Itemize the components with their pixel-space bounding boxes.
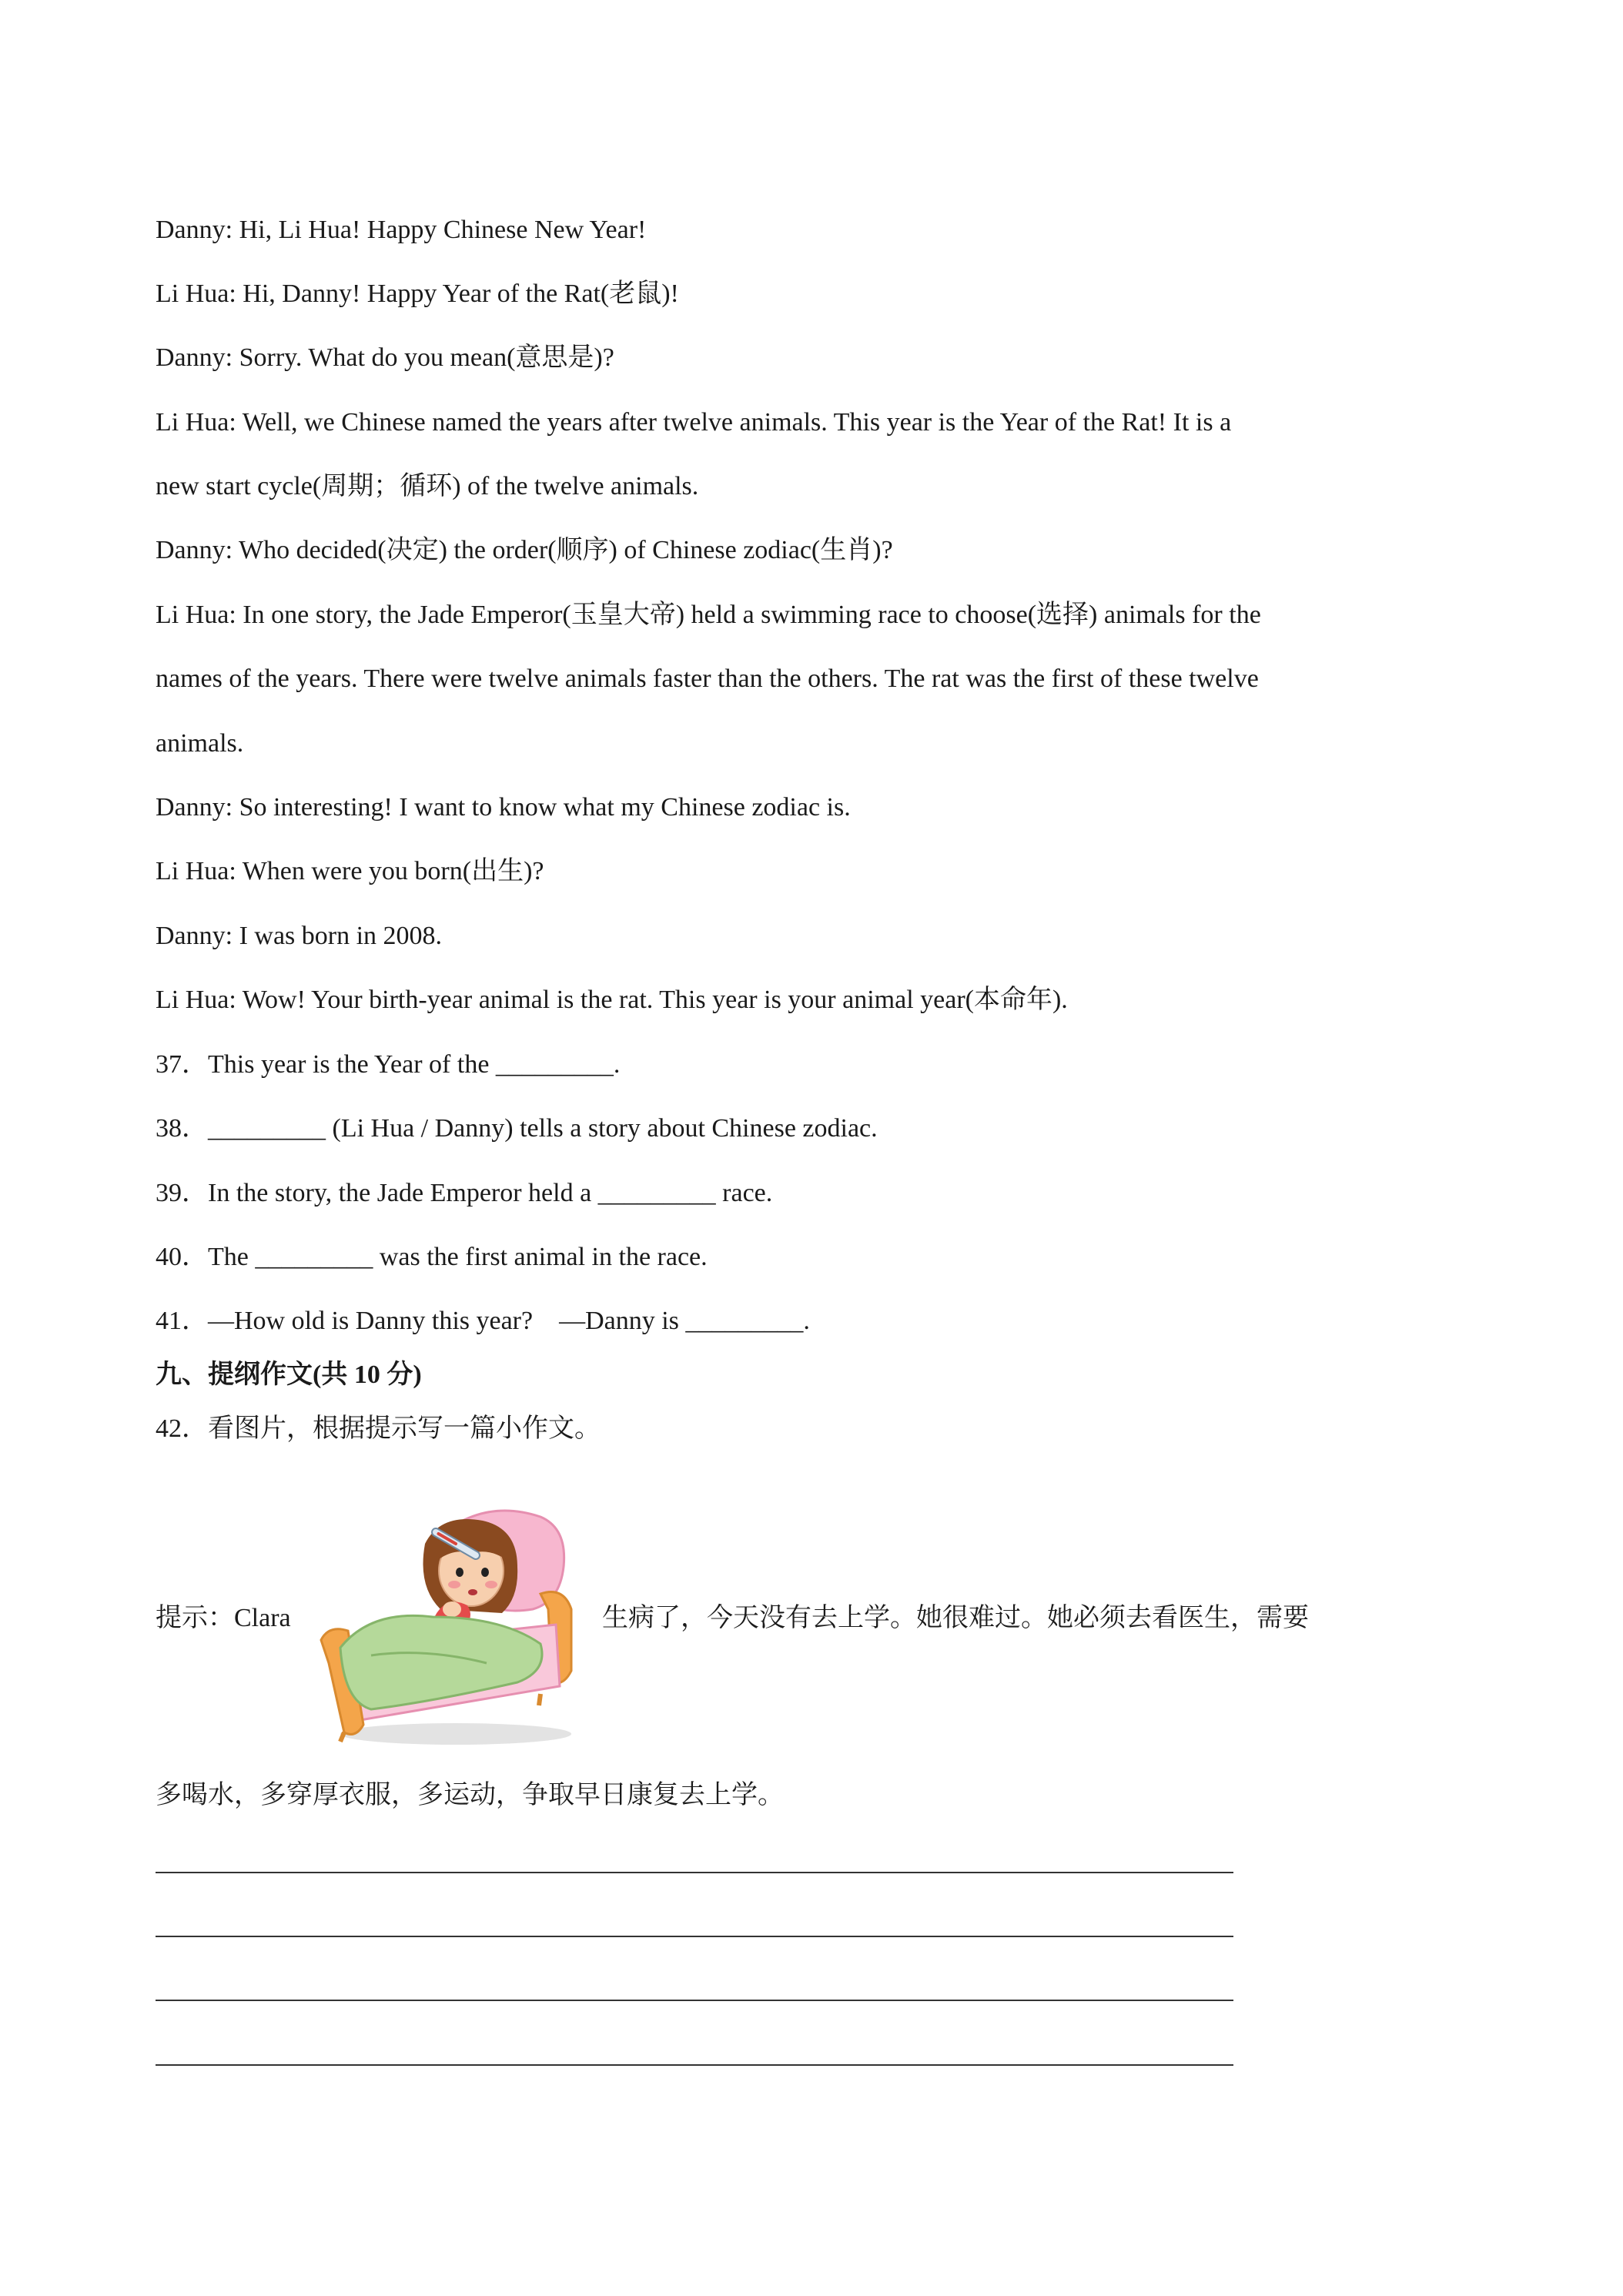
dialogue-line-10: Danny: So interesting! I want to know what my Chinese zodiac is. (156, 793, 851, 822)
question-text: —How old is Danny this year? —Danny is _________. (208, 1307, 810, 1335)
dialogue-line-4: Li Hua: Well, we Chinese named the years after twelve animals. This year is the Year of the Rat! It is a (156, 408, 1232, 437)
dialogue-line-13: Li Hua: Wow! Your birth-year animal is the rat. This year is your animal year(本命年). (156, 986, 1068, 1014)
question-text: In the story, the Jade Emperor held a _________ race. (208, 1179, 773, 1207)
sick-girl-in-bed-illustration (310, 1494, 587, 1748)
question-text: _________ (Li Hua / Danny) tells a story about Chinese zodiac. (208, 1114, 878, 1143)
dialogue-line-5: new start cycle(周期；循环) of the twelve animals. (156, 472, 699, 500)
writing-line-1[interactable] (156, 1872, 1233, 1873)
question-text: This year is the Year of the _________. (208, 1050, 621, 1079)
question-40 (156, 1240, 708, 1274)
dialogue-line-11: Li Hua: When were you born(出生)? (156, 857, 544, 885)
dialogue-line-3: Danny: Sorry. What do you mean(意思是)? (156, 343, 614, 372)
hint-continuation: 多喝水，多穿厚衣服，多运动，争取早日康复去上学。 (156, 1781, 784, 1809)
dialogue-line-9: animals. (156, 729, 244, 758)
question-number: 41． (156, 1307, 208, 1335)
dialogue-line-12: Danny: I was born in 2008. (156, 922, 443, 950)
task-42 (156, 1412, 601, 1446)
question-number: 38． (156, 1114, 208, 1143)
question-number: 40． (156, 1243, 208, 1271)
question-number: 39． (156, 1179, 208, 1207)
writing-line-2[interactable] (156, 1936, 1233, 1937)
dialogue-line-6: Danny: Who decided(决定) the order(顺序) of Chinese zodiac(生肖)? (156, 536, 893, 564)
hint-label: 提示：Clara (156, 1604, 291, 1632)
question-39 (156, 1176, 772, 1210)
question-text: The _________ was the first animal in the race. (208, 1243, 708, 1271)
question-number: 37． (156, 1050, 208, 1079)
section-heading: 九、提纲作文(共 10 分) (156, 1361, 422, 1389)
dialogue-line-7: Li Hua: In one story, the Jade Emperor(玉皇大帝) held a swimming race to choose(选择) animals for the (156, 601, 1261, 629)
dialogue-line-8: names of the years. There were twelve animals faster than the others. The rat was the first of these twelve (156, 664, 1259, 693)
task-text: 看图片，根据提示写一篇小作文。 (208, 1414, 601, 1443)
writing-line-4[interactable] (156, 2064, 1233, 2066)
writing-line-3[interactable] (156, 2000, 1233, 2001)
hint-text: 生病了，今天没有去上学。她很难过。她必须去看医生，需要 (602, 1604, 1309, 1632)
dialogue-line-2: Li Hua: Hi, Danny! Happy Year of the Rat(老鼠)! (156, 279, 679, 308)
hint-row (156, 1494, 1464, 1748)
dialogue-line-1: Danny: Hi, Li Hua! Happy Chinese New Year! (156, 216, 647, 244)
question-41 (156, 1304, 810, 1338)
question-38 (156, 1112, 878, 1146)
task-number: 42． (156, 1414, 208, 1443)
question-37 (156, 1048, 620, 1082)
